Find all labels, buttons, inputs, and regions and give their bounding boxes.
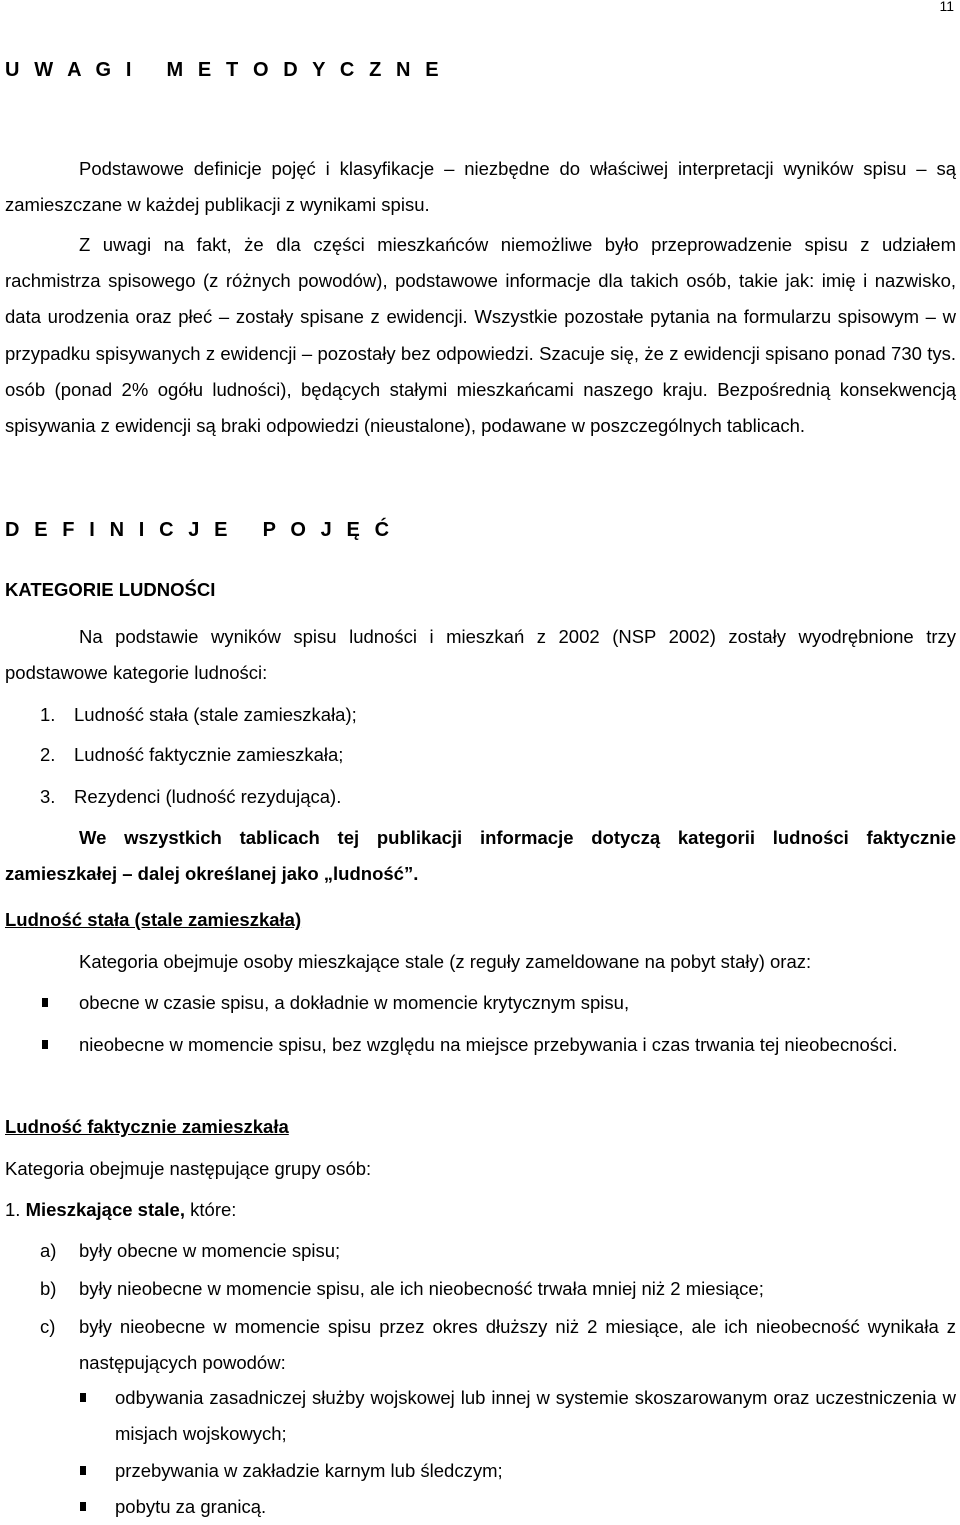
list-item [40, 1271, 956, 1307]
group-title-rest: które: [185, 1199, 237, 1220]
group-heading [5, 1192, 956, 1228]
bullet-item: odbywania zasadniczej służby wojskowej lub innej w systemie skoszarowanym oraz uczestniczenia w misjach wojskowych; [115, 1387, 956, 1444]
paragraph-uwagi: Z uwagi na fakt, że dla części mieszkańców niemożliwe było przeprowadzenie spisu z udziałem rachmistrza spisowego (z różnych powodów), podstawowe informacje dla takich osób, takie jak: imię i nazwisko, data urodzenia oraz płeć – zostały spisane z ewidencji. Wszystkie pozostałe pytania na formularzu spisowym – w przypadku spisywanych z ewidencji – pozostały bez odpowiedzi. Szacuje się, że z ewidencji spisano ponad 730 tys. osób (ponad 2% ogółu ludności), będących stałymi mieszkańcami naszego kraju. Bezpośrednią konsekwencją spisywania z ewidencji są braki odpowiedzi (nieustalone), podawane w poszczególnych tablicach. [5, 234, 956, 437]
heading-ludnosc-faktycznie: Ludność faktycznie zamieszkała [5, 1116, 289, 1137]
group-title: Mieszkające stale, [25, 1199, 185, 1220]
heading-kategorie-ludnosci: KATEGORIE LUDNOŚCI [5, 579, 216, 600]
bullet-item: przebywania w zakładzie karnym lub śledczym; [115, 1460, 503, 1481]
square-bullet-icon [80, 1502, 86, 1511]
list-item [40, 1233, 956, 1269]
paragraph-stala: Kategoria obejmuje osoby mieszkające stale (z reguły zameldowane na pobyt stały) oraz: [79, 951, 812, 972]
list-item-number: 3. [40, 786, 56, 807]
list-item-text: były nieobecne w momencie spisu przez okres dłuższy niż 2 miesiące, ale ich nieobecność wynikała z następujących powodów: [79, 1316, 956, 1373]
list-item-text: były obecne w momencie spisu; [79, 1240, 341, 1261]
group-number: 1. [5, 1199, 21, 1220]
list-item [40, 697, 357, 733]
list-item-number: 2. [40, 744, 56, 765]
list-item-text: Ludność stała (stale zamieszkała); [74, 704, 357, 725]
paragraph-faktycznie: Kategoria obejmuje następujące grupy osób: [5, 1158, 372, 1179]
heading-uwagi-metodyczne: U W A G I M E T O D Y C Z N E [5, 59, 444, 81]
list-item-letter: a) [40, 1240, 57, 1261]
paragraph-intro: Podstawowe definicje pojęć i klasyfikacje – niezbędne do właściwej interpretacji wyników spisu – są zamieszczane w każdej publikacji z wynikami spisu. [5, 158, 956, 216]
paragraph-kategorie: Na podstawie wyników spisu ludności i mieszkań z 2002 (NSP 2002) zostały wyodrębnione trzy podstawowe kategorie ludności: [5, 626, 956, 684]
square-bullet-icon [42, 998, 48, 1007]
list-item-text: były nieobecne w momencie spisu, ale ich nieobecność trwała mniej niż 2 miesiące; [79, 1278, 764, 1299]
list-item [40, 779, 341, 815]
heading-ludnosc-stala: Ludność stała (stale zamieszkała) [5, 909, 302, 930]
paragraph-bold-note: We wszystkich tablicach tej publikacji informacje dotyczą kategorii ludności faktycznie zamieszkałej – dalej określanej jako „ludność”. [5, 827, 956, 885]
square-bullet-icon [80, 1466, 86, 1475]
list-item-text: Rezydenci (ludność rezydująca). [74, 786, 342, 807]
bullet-item: nieobecne w momencie spisu, bez względu na miejsce przebywania i czas trwania tej nieobecności. [79, 1034, 898, 1055]
list-item-letter: b) [40, 1278, 57, 1299]
list-item-number: 1. [40, 704, 56, 725]
bullet-item: obecne w czasie spisu, a dokładnie w momencie krytycznym spisu, [79, 992, 630, 1013]
heading-definicje-pojec: D E F I N I C J E P O J Ę Ć [5, 519, 394, 541]
list-item-text: Ludność faktycznie zamieszkała; [74, 744, 344, 765]
page-number: 11 [939, 0, 954, 14]
list-item [40, 1309, 956, 1381]
list-item-letter: c) [40, 1316, 56, 1337]
list-item [40, 737, 343, 773]
square-bullet-icon [80, 1393, 86, 1402]
square-bullet-icon [42, 1040, 48, 1049]
bullet-item: pobytu za granicą. [115, 1496, 267, 1517]
